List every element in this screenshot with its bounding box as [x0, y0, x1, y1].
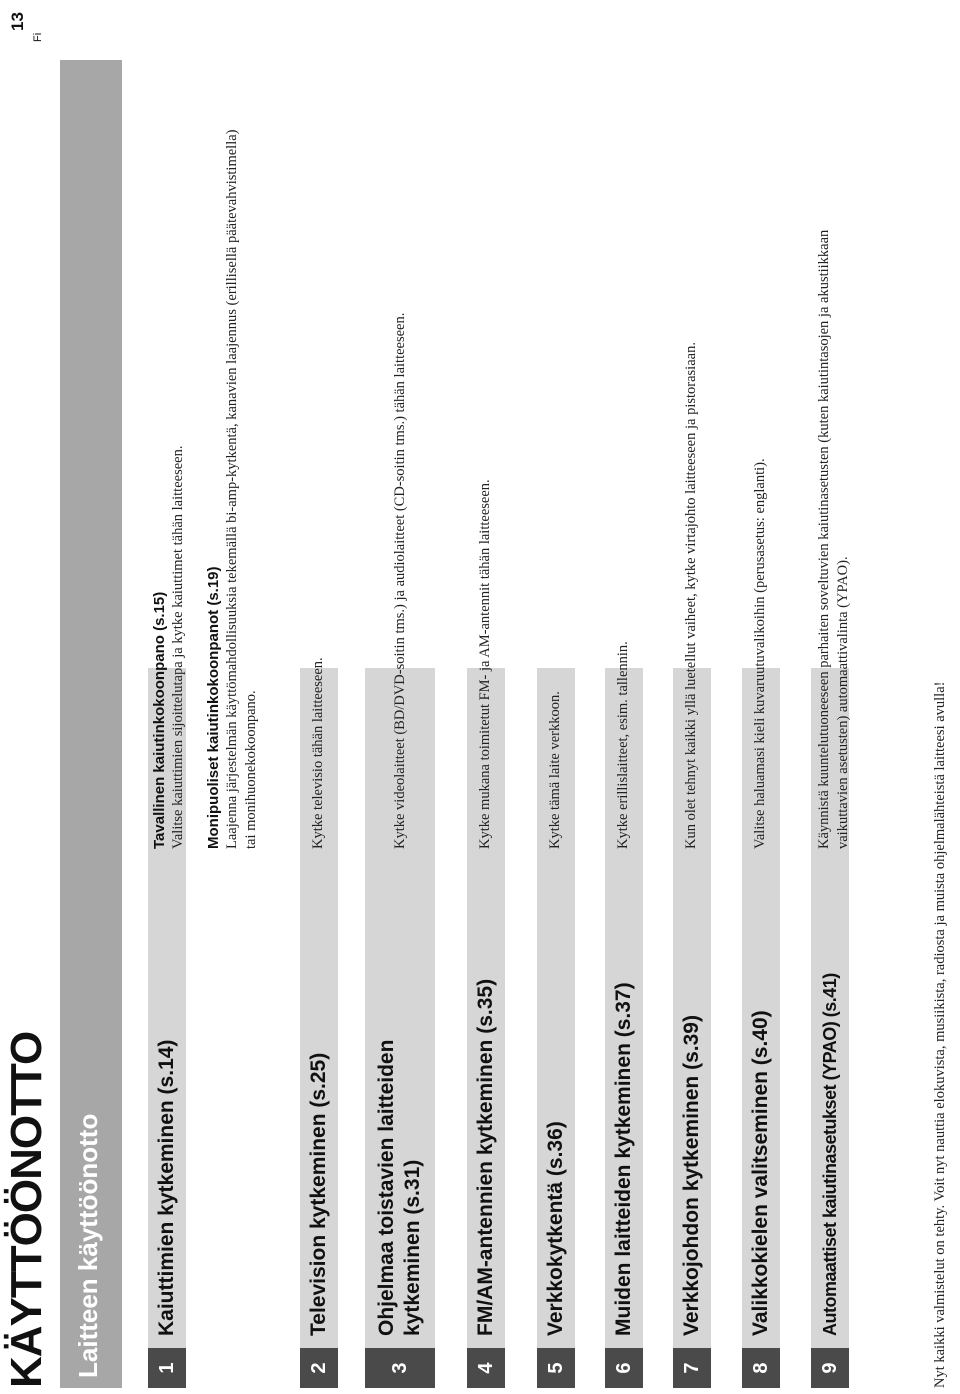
section-title: Laitteen käyttöönotto — [73, 1113, 103, 1378]
step-number: 3 — [365, 1348, 435, 1388]
page-title: KÄYTTÖÖNOTTO — [2, 1031, 51, 1388]
step-title: Television kytkeminen (s.25) — [307, 1052, 330, 1336]
step-number: 8 — [742, 1348, 780, 1388]
footer-note: Nyt kaikki valmistelut on tehty. Voit nyt nauttia elokuvista, musiikista, radiosta ja muista ohjelmalähteistä laitteesi avulla! — [932, 681, 948, 1388]
step-description: Valitse haluamasi kieli kuvaruutuvalikoihin (perusasetus: englanti). — [752, 458, 768, 849]
page-number: 13 — [8, 12, 27, 31]
step-description-line: vaikuttavien asetusten) automaattivalinta (YPAO). — [835, 556, 851, 849]
section-header-band — [60, 60, 122, 1388]
step-description: Kytke videolaitteet (BD/DVD-soitin tms.) ja audiolaitteet (CD-soitin tms.) tähän laitteeseen. — [392, 312, 408, 849]
step-title-line: Ohjelmaa toistavien laitteiden — [375, 1039, 398, 1336]
step-title: FM/AM-antennien kytkeminen (s.35) — [474, 978, 497, 1336]
step-number: 5 — [537, 1348, 575, 1388]
step-title: Muiden laitteiden kytkeminen (s.37) — [612, 982, 635, 1336]
step-title: Kaiuttimien kytkeminen (s.14) — [155, 1039, 178, 1336]
step-number: 7 — [673, 1348, 711, 1388]
step-number: 6 — [605, 1348, 643, 1388]
step-number: 2 — [300, 1348, 338, 1388]
step-number: 9 — [811, 1348, 849, 1388]
step-number: 1 — [148, 1348, 186, 1388]
step-description-line: Käynnistä kuuntelutuoneeseen parhaiten soveltuvien kaiutinasetusten (kuten kaiutintasojen ja akustiikkaan — [816, 229, 832, 849]
step-title: Valikkokielen valitseminen (s.40) — [749, 1010, 772, 1336]
subsection-text: tai monihuonekokoonpano. — [243, 690, 259, 849]
step-description: Kytke televisio tähän laitteeseen. — [310, 657, 326, 849]
step-title: Automaattiset kaiutinasetukset (YPAO) (s.41) — [820, 973, 840, 1336]
subsection-title: Tavallinen kaiutinkokoonpano (s.15) — [151, 591, 168, 849]
step-description: Kytke erillislaitteet, esim. tallennin. — [615, 641, 631, 849]
step-1-description — [150, 446, 188, 849]
subsection-title: Monipuoliset kaiutinkokoonpanot (s.19) — [205, 566, 222, 849]
page-language: Fi — [32, 32, 44, 42]
step-description: Kytke tämä laite verkkoon. — [547, 691, 563, 849]
step-description: Kytke mukana toimitetut FM- ja AM-antennit tähän laitteeseen. — [477, 479, 493, 849]
page-number-block — [8, 4, 48, 44]
step-description: Kun olet tehnyt kaikki yllä luetellut vaiheet, kytke virtajohto laitteeseen ja pistorasiaan. — [683, 342, 699, 849]
step-title-line: kytkeminen (s.31) — [401, 1159, 424, 1336]
step-title: Verkkojohdon kytkeminen (s.39) — [680, 1015, 703, 1336]
step-title: Verkkokytkentä (s.36) — [544, 1121, 567, 1336]
step-number: 4 — [467, 1348, 505, 1388]
step-description — [815, 230, 853, 849]
step-1-advanced-description — [204, 130, 261, 850]
subsection-text: Laajenna järjestelmän käyttömahdollisuuksia tekemällä bi-amp-kytkentä, kanavien laajennus (erillisellä päätevahvistimella) — [224, 129, 240, 849]
subsection-text: Valitse kaiuttimien sijoittelutapa ja kytke kaiuttimet tähän laitteeseen. — [170, 445, 186, 849]
